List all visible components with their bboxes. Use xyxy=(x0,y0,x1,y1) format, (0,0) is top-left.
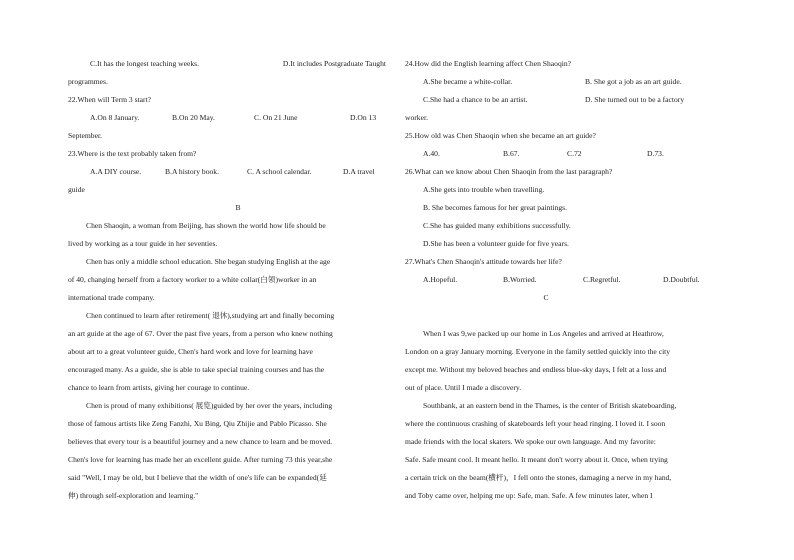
question-25: 25.How old was Chen Shaoqin when she became an art guide? xyxy=(405,131,596,140)
paragraph-line: Southbank, at an eastern bend in the Thames, is the center of British skateboarding, xyxy=(423,401,677,410)
paragraph-line: an art guide at the age of 67. Over the past five years, from a person who knew nothing xyxy=(68,329,333,338)
question-27-options xyxy=(423,275,700,285)
option-c: C.Regretful. xyxy=(583,275,621,284)
option-d: D.A travel xyxy=(343,167,375,176)
option-d: D.Doubtful. xyxy=(663,275,700,284)
paragraph-line: When I was 9,we packed up our home in Los Angeles and arrived at Heathrow, xyxy=(423,329,664,338)
question-24: 24.How did the English learning affect Chen Shaoqin? xyxy=(405,59,572,68)
paragraph-line: Chen's love for learning has made her an excellent guide. After turning 73 this year,she xyxy=(68,455,333,464)
paragraph-line: Chen Shaoqin, a woman from Beijing, has shown the world how life should be xyxy=(86,221,326,230)
paragraph-line: Chen is proud of many exhibitions( 展览)guided by her over the years, including xyxy=(86,401,333,410)
paragraph-line: chance to learn from artists, giving her courage to continue. xyxy=(68,383,250,392)
option-d: D. She turned out to be a factory xyxy=(585,95,685,104)
option-c: C. A school calendar. xyxy=(247,167,312,176)
text-line: programmes. xyxy=(68,77,108,86)
paragraph-line: those of famous artists like Zeng Fanzhi, Xu Bing, Qiu Zhijie and Pablo Picasso. She xyxy=(68,419,327,428)
question-24-options-ab xyxy=(423,77,682,87)
question-25-options xyxy=(423,149,664,159)
text-line: guide xyxy=(68,185,85,194)
question-22: 22.When will Term 3 start? xyxy=(68,95,152,104)
option-a: A.A DIY course. xyxy=(90,167,142,176)
option-d: D.On 13 xyxy=(350,113,377,122)
option-c: C.72 xyxy=(567,149,582,158)
paragraph-line: and Toby came over, helping me up: Safe, man. Safe. A few minutes later, when I xyxy=(405,491,653,500)
text-line: September. xyxy=(68,131,102,140)
paragraph-line: encouraged many. As a guide, she is able to take special training courses and has the xyxy=(68,365,325,374)
option-b: B.A history book. xyxy=(165,167,220,176)
option-a: A.She gets into trouble when travelling. xyxy=(423,185,545,194)
option-b: B. She got a job as an art guide. xyxy=(585,77,682,86)
option-b: B.Worried. xyxy=(503,275,537,284)
question-23-options xyxy=(90,167,375,177)
section-heading-c: C xyxy=(543,293,549,302)
paragraph-line: international trade company. xyxy=(68,293,155,302)
option-a: A.Hopeful. xyxy=(423,275,458,284)
paragraph-line: of 40, changing herself from a factory worker to a white collar(白领)worker in an xyxy=(68,275,317,284)
option-a: A.She became a white-collar. xyxy=(423,77,513,86)
question-27: 27.What's Chen Shaoqin's attitude towards her life? xyxy=(405,257,562,266)
paragraph-line: said "Well, I may be old, but I believe that the width of one's life can be expanded(延 xyxy=(68,473,327,482)
paragraph-line: about art to a great volunteer guide, Chen's hard work and love for learning have xyxy=(68,347,313,356)
option-a: A.40. xyxy=(423,149,440,158)
paragraph-line: where the continuous crashing of skateboards left your head ringing. I loved it. I soon xyxy=(405,419,666,428)
paragraph-line: a certain trick on the beam(横杆)，I fell onto the stones, damaging a nerve in my hand, xyxy=(405,473,672,482)
question-26: 26.What can we know about Chen Shaoqin from the last paragraph? xyxy=(405,167,613,176)
paragraph-line: lived by working as a tour guide in her seventies. xyxy=(68,239,218,248)
option-c: C.She has guided many exhibitions successfully. xyxy=(423,221,571,230)
option-d: D.73. xyxy=(647,149,664,158)
paragraph-line: 伸) through self-exploration and learning." xyxy=(68,491,199,500)
option-a: A.On 8 January. xyxy=(90,113,140,122)
paragraph-line: London on a gray January morning. Everyone in the family settled quickly into the city xyxy=(405,347,671,356)
option-b: B.67. xyxy=(503,149,520,158)
question-24-options-cd xyxy=(423,95,684,105)
paragraph-line: Chen has only a middle school education. She began studying English at the age xyxy=(86,257,331,266)
option-c: C. On 21 June xyxy=(254,113,298,122)
option-d: D.She has been a volunteer guide for five years. xyxy=(423,239,569,248)
option-b: B. She becomes famous for her great paintings. xyxy=(423,203,568,212)
paragraph-line: believes that every tour is a beautiful journey and a new chance to learn and be moved. xyxy=(68,437,333,446)
paragraph-line: except me. Without my beloved beaches and endless blue-sky days, I felt at a loss and xyxy=(405,365,667,374)
paragraph-line: Safe. Safe meant cool. It meant hello. It meant don't worry about it. Once, when trying xyxy=(405,455,668,464)
section-heading-b: B xyxy=(235,203,241,212)
text-line: worker. xyxy=(405,113,428,122)
option-c: C.It has the longest teaching weeks. xyxy=(90,59,200,68)
question-23: 23.Where is the text probably taken from? xyxy=(68,149,197,158)
option-d: D.It includes Postgraduate Taught xyxy=(282,59,386,68)
paragraph-line: Chen continued to learn after retirement( 退休),studying art and finally becoming xyxy=(86,311,335,320)
option-line-cd xyxy=(68,59,386,69)
question-22-options xyxy=(90,113,376,123)
option-b: B.On 20 May. xyxy=(172,113,215,122)
paragraph-line: made friends with the local skaters. We spoke our own language. And my favorite: xyxy=(405,437,656,446)
paragraph-line: out of place. Until I made a discovery. xyxy=(405,383,522,392)
option-c: C.She had a chance to be an artist. xyxy=(423,95,528,104)
